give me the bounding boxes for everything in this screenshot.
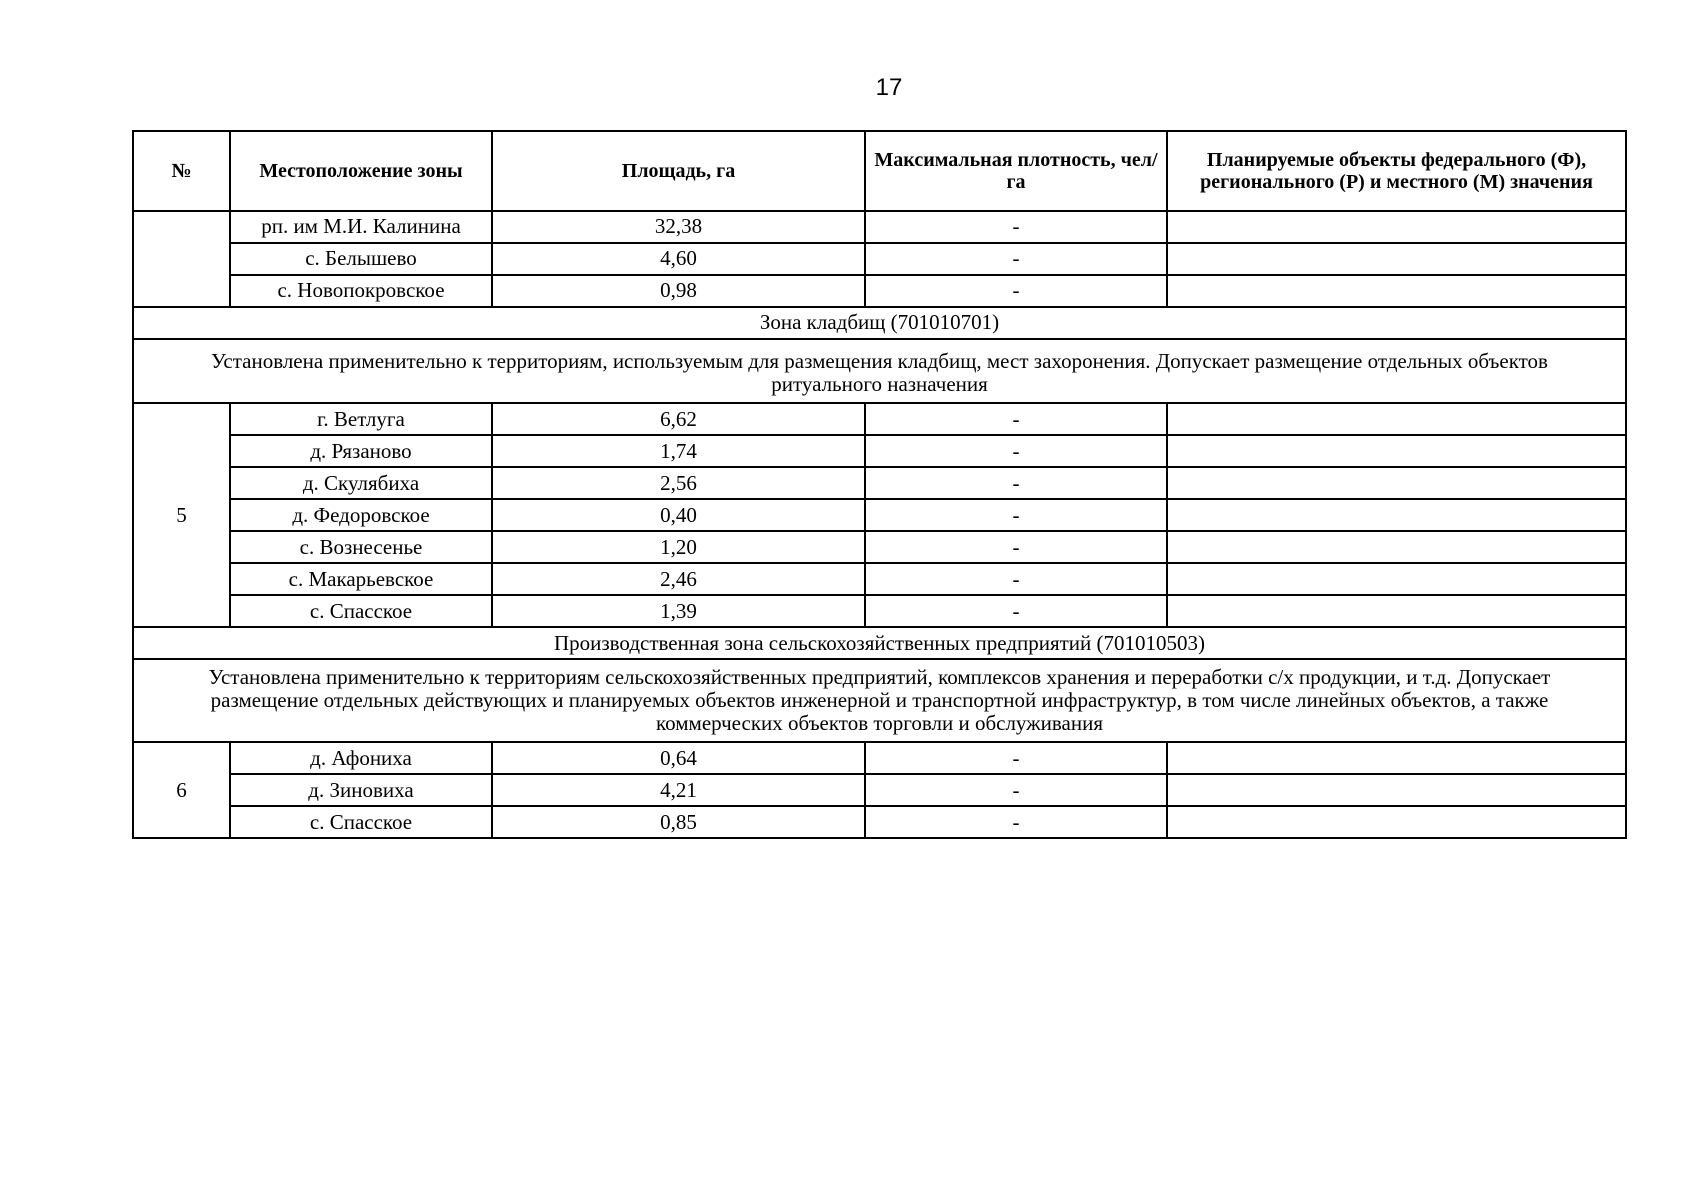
zone-description-row [133,339,1626,403]
group-number: 5 [133,403,230,627]
group-number: 6 [133,742,230,838]
location-cell: д. Рязаново [230,435,492,467]
location-cell: с. Спасское [230,806,492,838]
header-num: № [133,131,230,211]
zone-title-row [133,307,1626,339]
density-cell: - [865,467,1167,499]
location-cell: д. Скулябиха [230,467,492,499]
table-row [133,403,1626,435]
area-cell: 0,98 [492,275,865,307]
area-cell: 0,85 [492,806,865,838]
location-cell: с. Белышево [230,243,492,275]
table-row [133,211,1626,243]
area-cell: 6,62 [492,403,865,435]
table-row [133,435,1626,467]
area-cell: 1,74 [492,435,865,467]
density-cell: - [865,243,1167,275]
page-number: 17 [875,74,903,101]
planned-cell [1167,467,1626,499]
density-cell: - [865,499,1167,531]
group-number [133,211,230,307]
zone-agri-title: Производственная зона сельскохозяйственных предприятий (701010503) [133,627,1626,659]
location-cell: д. Афониха [230,742,492,774]
planned-cell [1167,211,1626,243]
density-cell: - [865,806,1167,838]
location-cell: д. Федоровское [230,499,492,531]
planned-cell [1167,403,1626,435]
planned-cell [1167,275,1626,307]
header-area: Площадь, га [492,131,865,211]
density-cell: - [865,211,1167,243]
density-cell: - [865,531,1167,563]
location-cell: г. Ветлуга [230,403,492,435]
planned-cell [1167,243,1626,275]
area-cell: 0,40 [492,499,865,531]
location-cell: рп. им М.И. Калинина [230,211,492,243]
zone-description-row [133,659,1626,742]
table-row [133,563,1626,595]
location-cell: с. Макарьевское [230,563,492,595]
planned-cell [1167,595,1626,627]
planned-cell [1167,531,1626,563]
area-cell: 1,39 [492,595,865,627]
table-row [133,275,1626,307]
density-cell: - [865,774,1167,806]
planned-cell [1167,742,1626,774]
density-cell: - [865,742,1167,774]
zone-title-row [133,627,1626,659]
area-cell: 2,46 [492,563,865,595]
zones-table [132,130,1627,839]
location-cell: с. Вознесенье [230,531,492,563]
table-row [133,243,1626,275]
header-planned: Планируемые объекты федерального (Ф), регионального (Р) и местного (М) значения [1167,131,1626,211]
density-cell: - [865,403,1167,435]
table-row [133,774,1626,806]
zone-cemetery-description: Установлена применительно к территориям, используемым для размещения кладбищ, мест захоронения. Допускает размещение отдельных объектов ритуального назначения [133,339,1626,403]
zone-agri-description: Установлена применительно к территориям сельскохозяйственных предприятий, комплексов хранения и переработки с/х продукции, и т.д. Допускает размещение отдельных действующих и планируемых объектов инженерной и транспортной инфраструктур, в том числе линейных объектов, а также коммерческих объектов торговли и обслуживания [133,659,1626,742]
area-cell: 2,56 [492,467,865,499]
table-row [133,467,1626,499]
location-cell: с. Спасское [230,595,492,627]
planned-cell [1167,563,1626,595]
table-row [133,742,1626,774]
planned-cell [1167,806,1626,838]
header-location: Местоположение зоны [230,131,492,211]
area-cell: 1,20 [492,531,865,563]
header-density: Максимальная плотность, чел/га [865,131,1167,211]
table-row [133,595,1626,627]
location-cell: д. Зиновиха [230,774,492,806]
table-row [133,806,1626,838]
location-cell: с. Новопокровское [230,275,492,307]
area-cell: 4,21 [492,774,865,806]
density-cell: - [865,275,1167,307]
density-cell: - [865,435,1167,467]
planned-cell [1167,435,1626,467]
planned-cell [1167,774,1626,806]
table-row [133,499,1626,531]
area-cell: 32,38 [492,211,865,243]
density-cell: - [865,563,1167,595]
planned-cell [1167,499,1626,531]
table-row [133,531,1626,563]
area-cell: 0,64 [492,742,865,774]
table-header-row [133,131,1626,211]
zone-cemetery-title: Зона кладбищ (701010701) [133,307,1626,339]
area-cell: 4,60 [492,243,865,275]
density-cell: - [865,595,1167,627]
